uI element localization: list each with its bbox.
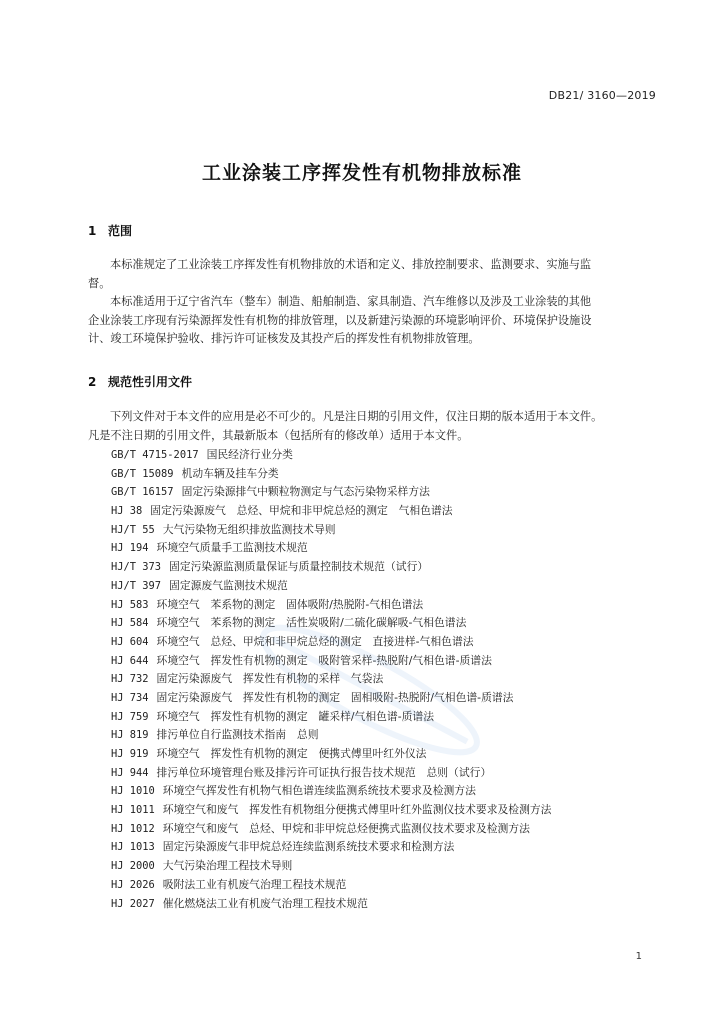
scope-p2-line2: 企业涂装工序现有污染源挥发性有机物的排放管理，以及新建污染源的环境影响评价、环境保护设施设 bbox=[88, 313, 592, 327]
reference-item bbox=[111, 876, 551, 895]
section-1-number: 1 bbox=[88, 224, 97, 238]
reference-code: HJ 38 bbox=[111, 505, 143, 518]
reference-code: HJ 1012 bbox=[111, 822, 155, 835]
reference-code: HJ 1011 bbox=[111, 804, 155, 817]
reference-title: 固定污染源废气非甲烷总烃连续监测系统技术要求和检测方法 bbox=[162, 840, 455, 854]
reference-code: HJ 732 bbox=[111, 673, 149, 686]
page-number: 1 bbox=[635, 951, 642, 962]
reference-item bbox=[111, 539, 551, 558]
reference-code: HJ/T 373 bbox=[111, 561, 162, 574]
reference-code: HJ 734 bbox=[111, 691, 149, 704]
reference-item bbox=[111, 483, 551, 502]
reference-item bbox=[111, 670, 551, 689]
reference-code: HJ 194 bbox=[111, 542, 149, 555]
scope-p2-line1: 本标准适用于辽宁省汽车（整车）制造、船舶制造、家具制造、汽车维修以及涉及工业涂装的其他 bbox=[110, 295, 592, 308]
reference-title: 排污单位环境管理台账及排污许可证执行报告技术规范 总则（试行） bbox=[156, 765, 492, 779]
reference-title: 吸附法工业有机废气治理工程技术规范 bbox=[162, 877, 347, 891]
reference-item bbox=[111, 558, 551, 577]
reference-title: 环境空气 苯系物的测定 活性炭吸附/二硫化碳解吸-气相色谱法 bbox=[156, 616, 467, 630]
reference-code: GB/T 16157 bbox=[111, 486, 174, 499]
reference-list bbox=[111, 446, 551, 913]
reference-item bbox=[111, 577, 551, 596]
reference-code: HJ/T 55 bbox=[111, 523, 155, 536]
reference-item bbox=[111, 895, 551, 914]
reference-item bbox=[111, 764, 551, 783]
reference-code: HJ 2026 bbox=[111, 878, 155, 891]
reference-item bbox=[111, 857, 551, 876]
reference-code: GB/T 15089 bbox=[111, 467, 174, 480]
references-intro-line2: 凡是不注日期的引用文件，其最新版本（包括所有的修改单）适用于本文件。 bbox=[88, 428, 469, 442]
references-intro-line1: 下列文件对于本文件的应用是必不可少的。凡是注日期的引用文件，仅注日期的版本适用于本文件。 bbox=[110, 410, 603, 423]
reference-item bbox=[111, 708, 551, 727]
reference-title: 固定污染源废气 挥发性有机物的测定 固相吸附-热脱附/气相色谱-质谱法 bbox=[156, 690, 514, 704]
reference-code: HJ 583 bbox=[111, 598, 149, 611]
scope-paragraph-1 bbox=[88, 256, 658, 293]
reference-item bbox=[111, 782, 551, 801]
reference-title: 排污单位自行监测技术指南 总则 bbox=[156, 728, 319, 742]
reference-item bbox=[111, 465, 551, 484]
scope-p1-line1: 本标准规定了工业涂装工序挥发性有机物排放的术语和定义、排放控制要求、监测要求、实施与监 bbox=[110, 258, 592, 271]
reference-item bbox=[111, 633, 551, 652]
reference-title: 催化燃烧法工业有机废气治理工程技术规范 bbox=[162, 896, 368, 910]
reference-title: 固定污染源排气中颗粒物测定与气态污染物采样方法 bbox=[181, 485, 430, 499]
reference-item bbox=[111, 614, 551, 633]
reference-title: 固定污染源废气 挥发性有机物的采样 气袋法 bbox=[156, 672, 384, 686]
reference-title: 大气污染物无组织排放监测技术导则 bbox=[162, 522, 336, 536]
section-2-heading bbox=[88, 373, 192, 390]
reference-code: HJ/T 397 bbox=[111, 579, 162, 592]
reference-title: 固定污染源废气 总烃、甲烷和非甲烷总烃的测定 气相色谱法 bbox=[150, 504, 453, 518]
section-1-title: 范围 bbox=[108, 224, 133, 238]
reference-item bbox=[111, 745, 551, 764]
section-2-title: 规范性引用文件 bbox=[108, 375, 193, 389]
scope-p1-line2: 督。 bbox=[88, 276, 111, 290]
section-2-number: 2 bbox=[88, 375, 97, 389]
reference-item bbox=[111, 446, 551, 465]
reference-title: 国民经济行业分类 bbox=[206, 448, 293, 461]
reference-item bbox=[111, 838, 551, 857]
reference-item bbox=[111, 689, 551, 708]
reference-code: HJ 1013 bbox=[111, 841, 155, 854]
reference-title: 环境空气 总烃、甲烷和非甲烷总烃的测定 直接进样-气相色谱法 bbox=[156, 634, 474, 648]
reference-title: 固定源废气监测技术规范 bbox=[169, 578, 288, 592]
reference-title: 环境空气质量手工监测技术规范 bbox=[156, 541, 308, 555]
reference-code: HJ 819 bbox=[111, 729, 149, 742]
reference-title: 环境空气 挥发性有机物的测定 吸附管采样-热脱附/气相色谱-质谱法 bbox=[156, 653, 492, 667]
reference-code: GB/T 4715-2017 bbox=[111, 449, 199, 461]
reference-item bbox=[111, 726, 551, 745]
scope-p2-line3: 计、竣工环境保护验收、排污许可证核发及其投产后的挥发性有机物排放管理。 bbox=[88, 332, 480, 345]
reference-code: HJ 919 bbox=[111, 748, 149, 760]
reference-item bbox=[111, 502, 551, 521]
reference-title: 环境空气 挥发性有机物的测定 罐采样/气相色谱-质谱法 bbox=[156, 709, 435, 723]
reference-title: 环境空气和废气 总烃、甲烷和非甲烷总烃便携式监测仪技术要求及检测方法 bbox=[162, 821, 530, 835]
reference-item bbox=[111, 596, 551, 615]
reference-item bbox=[111, 652, 551, 671]
references-intro bbox=[88, 408, 658, 445]
reference-title: 环境空气 苯系物的测定 固体吸附/热脱附-气相色谱法 bbox=[156, 597, 424, 611]
document-title: 工业涂装工序挥发性有机物排放标准 bbox=[201, 162, 522, 184]
reference-title: 环境空气挥发性有机物气相色谱连续监测系统技术要求及检测方法 bbox=[162, 784, 476, 798]
reference-code: HJ 2027 bbox=[111, 897, 155, 910]
reference-item bbox=[111, 521, 551, 540]
reference-code: HJ 644 bbox=[111, 654, 149, 667]
reference-code: HJ 944 bbox=[111, 766, 149, 779]
reference-code: HJ 759 bbox=[111, 710, 149, 723]
reference-code: HJ 584 bbox=[111, 617, 149, 630]
reference-title: 大气污染治理工程技术导则 bbox=[162, 859, 293, 873]
reference-code: HJ 604 bbox=[111, 635, 149, 648]
reference-title: 固定污染源监测质量保证与质量控制技术规范（试行） bbox=[169, 560, 429, 574]
reference-title: 机动车辆及挂车分类 bbox=[181, 466, 279, 480]
reference-title: 环境空气 挥发性有机物的测定 便携式傅里叶红外仪法 bbox=[156, 747, 427, 760]
reference-item bbox=[111, 801, 551, 820]
reference-item bbox=[111, 820, 551, 839]
reference-title: 环境空气和废气 挥发性有机物组分便携式傅里叶红外监测仪技术要求及检测方法 bbox=[162, 803, 552, 817]
section-1-heading bbox=[88, 222, 132, 239]
standard-code: DB21/ 3160—2019 bbox=[548, 89, 656, 102]
scope-paragraph-2 bbox=[88, 293, 658, 349]
reference-code: HJ 2000 bbox=[111, 860, 155, 873]
reference-code: HJ 1010 bbox=[111, 785, 155, 798]
